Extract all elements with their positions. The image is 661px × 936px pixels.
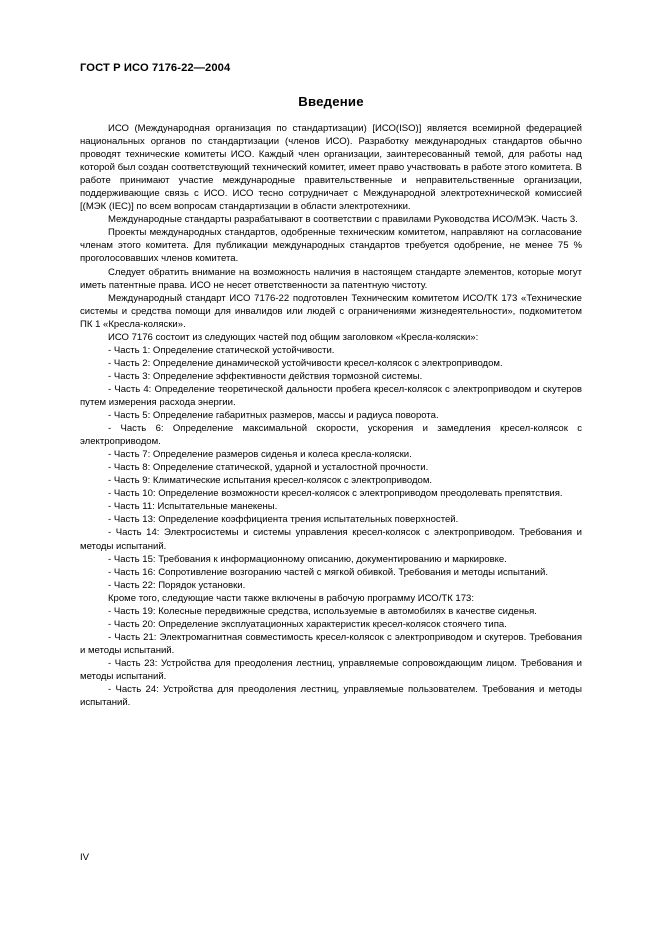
document-body <box>80 122 582 709</box>
list-item: - Часть 23: Устройства для преодоления лестниц, управляемые сопровождающим лицом. Требования и методы испытаний. <box>80 657 582 682</box>
page-number: IV <box>80 852 90 863</box>
list-item: - Часть 19: Колесные передвижные средства, используемые в автомобилях в качестве сиденья. <box>108 605 537 617</box>
list-item: - Часть 16: Сопротивление возгоранию частей с мягкой обивкой. Требования и методы испытаний. <box>108 566 548 578</box>
list-item: - Часть 11: Испытательные манекены. <box>108 501 278 513</box>
list-item: - Часть 15: Требования к информационному описанию, документированию и маркировке. <box>108 553 507 565</box>
paragraph-patent-notice: Следует обратить внимание на возможность наличия в настоящем стандарте элементов, которые могут иметь патентные права. ИСО не несет ответственности за патентную чистоту. <box>80 266 582 291</box>
list-item: - Часть 6: Определение максимальной скорости, ускорения и замедления кресел-колясок с электроприводом. <box>80 423 582 448</box>
list-item: - Часть 9: Климатические испытания кресел-колясок с электроприводом. <box>108 475 433 487</box>
list-item: - Часть 7: Определение размеров сиденья и колеса кресла-коляски. <box>108 449 412 461</box>
list-item: - Часть 5: Определение габаритных размеров, массы и радиуса поворота. <box>108 410 439 422</box>
standard-code-header: ГОСТ Р ИСО 7176-22—2004 <box>80 62 231 74</box>
list-item: - Часть 21: Электромагнитная совместимость кресел-колясок с электроприводом и скутеров. Требования и методы испытаний. <box>80 631 582 656</box>
list-item: - Часть 1: Определение статической устойчивости. <box>108 344 335 356</box>
list-item: - Часть 3: Определение эффективности действия тормозной системы. <box>108 370 423 382</box>
page-title: Введение <box>298 94 364 109</box>
list-item: - Часть 8: Определение статической, ударной и усталостной прочности. <box>108 462 429 474</box>
paragraph-additional-intro: Кроме того, следующие части также включены в рабочую программу ИСО/ТК 173: <box>108 592 474 604</box>
list-item: - Часть 20: Определение эксплуатационных характеристик кресел-колясок стоячего типа. <box>108 618 507 630</box>
list-item: - Часть 2: Определение динамической устойчивости кресел-колясок с электроприводом. <box>108 357 503 369</box>
list-item: - Часть 14: Электросистемы и системы управления кресел-колясок с электроприводом. Требования и методы испытаний. <box>80 527 582 552</box>
paragraph-draft-approval: Проекты международных стандартов, одобренные техническим комитетом, направляют на согласование членам этого комитета. Для публикации международных стандартов требуется одобрение, не менее 75 % проголосовавших членов комитета. <box>80 227 582 265</box>
paragraph-iso-definition: ИСО (Международная организация по стандартизации) [ИСО(ISO)] является всемирной федерацией национальных органов по стандартизации (членов ИСО). Разработку международных стандартов обычно проводят технические комитеты ИСО. Каждый член организации, заинтересованный темой, для работы над которой был создан соответствующий технический комитет, имеет право участвовать в работе этого комитета. В работе принимают участие международные правительственные и неправительственные организации, поддерживающие связь с ИСО. ИСО тесно сотрудничает с Международной электротехнической комиссией [(МЭК (IEC)] по всем вопросам стандартизации в области электротехники. <box>80 123 582 213</box>
list-item: - Часть 13: Определение коэффициента трения испытательных поверхностей. <box>108 514 459 526</box>
list-item: - Часть 10: Определение возможности кресел-колясок с электроприводом преодолевать препятствия. <box>108 488 563 500</box>
paragraph-tc173-origin: Международный стандарт ИСО 7176-22 подготовлен Техническим комитетом ИСО/ТК 173 «Технические системы и средства помощи для инвалидов или людей с ограничениями жизнедеятельности», подкомитетом ПК 1 «Кресла-коляски». <box>80 292 582 330</box>
list-item: - Часть 22: Порядок установки. <box>108 579 246 591</box>
list-item: - Часть 4: Определение теоретической дальности пробега кресел-колясок с электроприводом и скутеров путем измерения расхода энергии. <box>80 383 582 408</box>
list-item: - Часть 24: Устройства для преодоления лестниц, управляемые пользователем. Требования и методы испытаний. <box>80 684 582 709</box>
paragraph-parts-intro: ИСО 7176 состоит из следующих частей под общим заголовком «Кресла-коляски»: <box>108 331 479 343</box>
paragraph-iso-guide: Международные стандарты разрабатывают в соответствии с правилами Руководства ИСО/МЭК. Часть 3. <box>108 214 578 226</box>
